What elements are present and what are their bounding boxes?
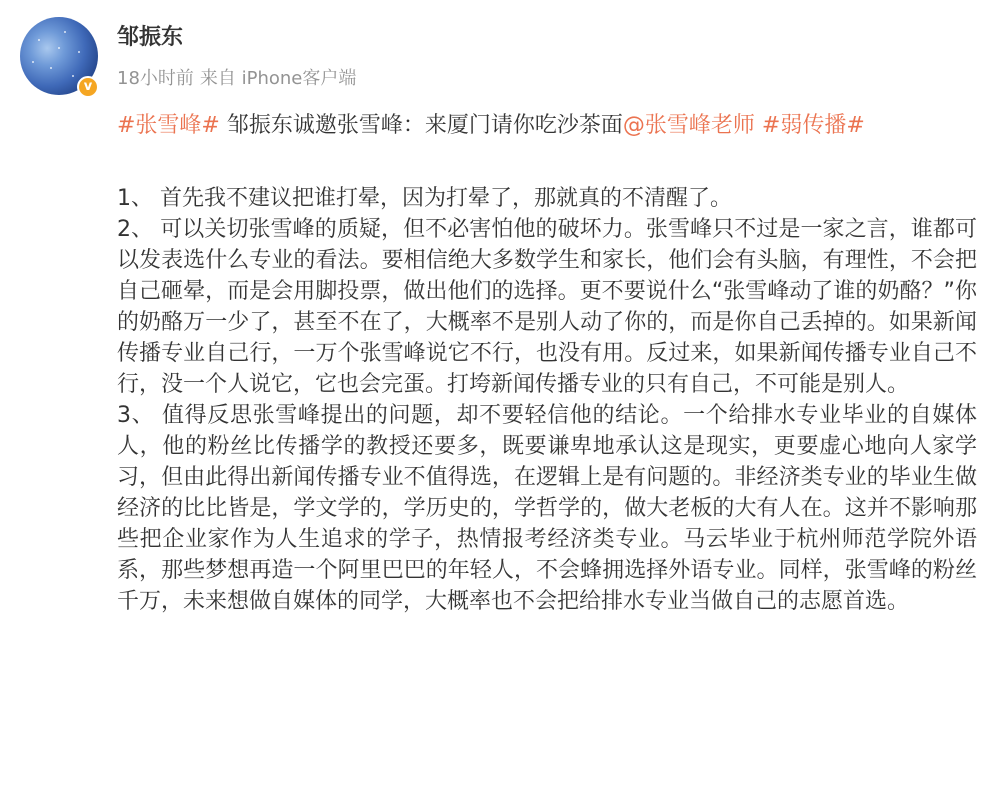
vip-badge-icon: v xyxy=(77,76,99,98)
topic-tag-link-2[interactable]: #弱传播# xyxy=(761,113,865,138)
paragraph-3: 3、 值得反思张雪峰提出的问题，却不要轻信他的结论。一个给排水专业毕业的自媒体人，他的粉丝比传播学的教授还要多，既要谦卑地承认这是现实，更要虚心地向人家学习，但由此得出新闻传播专业不值得选，在逻辑上是有问题的。非经济类专业的毕业生做经济的比比皆是，学文学的，学历史的，学哲学的，做大老板的大有人在。这并不影响那些把企业家作为人生追求的学子，热情报考经济类专业。马云毕业于杭州师范学院外语系，那些梦想再造一个阿里巴巴的年轻人，不会蜂拥选择外语专业。同样，张雪峰的粉丝千万，未来想做自媒体的同学，大概率也不会把给排水专业当做自己的志愿首选。 xyxy=(117,403,977,614)
post-source: 来自 iPhone客户端 xyxy=(199,68,357,89)
author-name[interactable]: 邹振东 xyxy=(117,25,184,50)
topic-tag-link[interactable]: #张雪峰# xyxy=(117,113,220,138)
headline-space xyxy=(755,113,762,138)
mention-link[interactable]: @张雪峰老师 xyxy=(622,113,755,138)
headline-text: 邹振东诚邀张雪峰：来厦门请你吃沙茶面 xyxy=(219,113,623,138)
post-headline xyxy=(117,110,977,141)
paragraph-2: 2、 可以关切张雪峰的质疑，但不必害怕他的破坏力。张雪峰只不过是一家之言，谁都可以发表选什么专业的看法。要相信绝大多数学生和家长，他们会有头脑，有理性，不会把自己砸晕，而是会用脚投票，做出他们的选择。更不要说什么“张雪峰动了谁的奶酪？”你的奶酪万一少了，甚至不在了，大概率不是别人动了你的，而是你自己丢掉的。如果新闻传播专业自己行，一万个张雪峰说它不行，也没有用。反过来，如果新闻传播专业自己不行，没一个人说它，它也会完蛋。打垮新闻传播专业的只有自己，不可能是别人。 xyxy=(117,217,977,397)
post-content xyxy=(117,110,977,617)
post-time[interactable]: 18小时前 xyxy=(117,68,194,89)
paragraph-1: 1、 首先我不建议把谁打晕，因为打晕了，那就真的不清醒了。 xyxy=(117,186,732,211)
post-meta xyxy=(117,66,362,92)
